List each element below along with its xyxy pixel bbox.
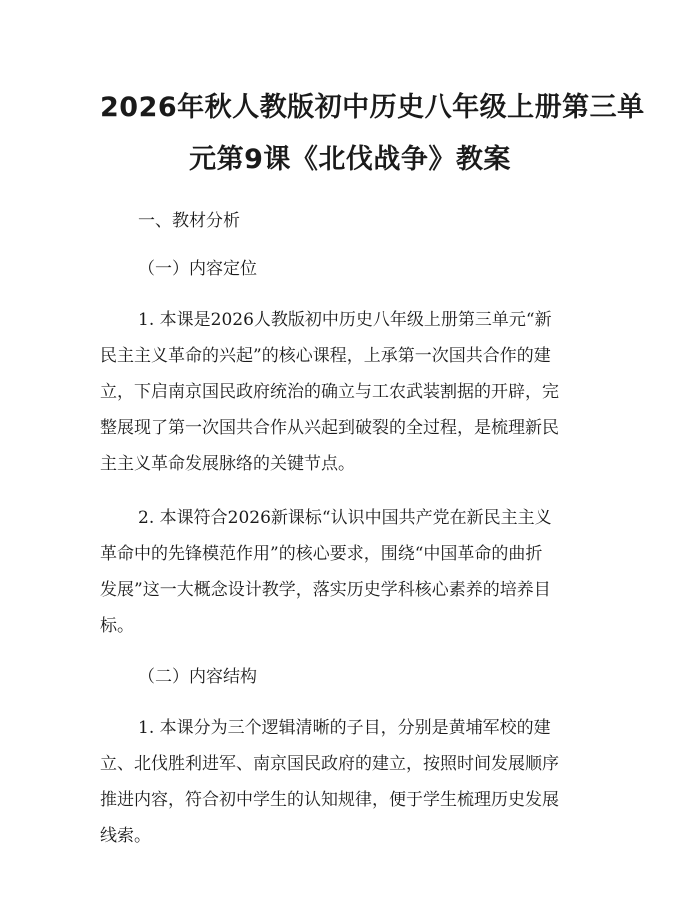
paragraph-1-line-3: 立，下启南京国民政府统治的确立与工农武装割据的开辟，完 bbox=[100, 382, 559, 402]
paragraph-3-line-3: 推进内容，符合初中学生的认知规律，便于学生梳理历史发展 bbox=[100, 790, 559, 810]
paragraph-1-line-2: 民主主义革命的兴起”的核心课程，上承第一次国共合作的建 bbox=[100, 346, 551, 366]
paragraph-1-line-5: 主主义革命发展脉络的关键节点。 bbox=[100, 454, 355, 474]
subsection-heading-content-positioning: （一）内容定位 bbox=[138, 259, 257, 279]
paragraph-2-line-1: 2. 本课符合2026新课标“认识中国共产党在新民主主义 bbox=[138, 508, 552, 528]
subsection-heading-content-structure: （二）内容结构 bbox=[138, 667, 257, 687]
paragraph-3-line-2: 立、北伐胜利进军、南京国民政府的建立，按照时间发展顺序 bbox=[100, 754, 559, 774]
paragraph-1-line-4: 整展现了第一次国共合作从兴起到破裂的全过程，是梳理新民 bbox=[100, 418, 559, 438]
paragraph-3-line-4: 线索。 bbox=[100, 826, 151, 846]
paragraph-3-line-1: 1. 本课分为三个逻辑清晰的子目，分别是黄埔军校的建 bbox=[138, 718, 551, 738]
paragraph-2 bbox=[100, 500, 600, 644]
paragraph-1 bbox=[100, 302, 600, 482]
title-line-1: 2026年秋人教版初中历史八年级上册第三单 bbox=[100, 92, 645, 123]
paragraph-2-line-2: 革命中的先锋模范作用”的核心要求，围绕“中国革命的曲折 bbox=[100, 544, 543, 564]
document-title bbox=[100, 82, 645, 186]
section-heading-teaching-material-analysis: 一、教材分析 bbox=[138, 211, 240, 231]
paragraph-2-line-3: 发展”这一大概念设计教学，落实历史学科核心素养的培养目 bbox=[100, 580, 551, 600]
paragraph-3 bbox=[100, 710, 600, 854]
title-line-2: 元第9课《北伐战争》教案 bbox=[189, 144, 511, 175]
paragraph-2-line-4: 标。 bbox=[100, 616, 134, 636]
paragraph-1-line-1: 1. 本课是2026人教版初中历史八年级上册第三单元“新 bbox=[138, 310, 552, 330]
